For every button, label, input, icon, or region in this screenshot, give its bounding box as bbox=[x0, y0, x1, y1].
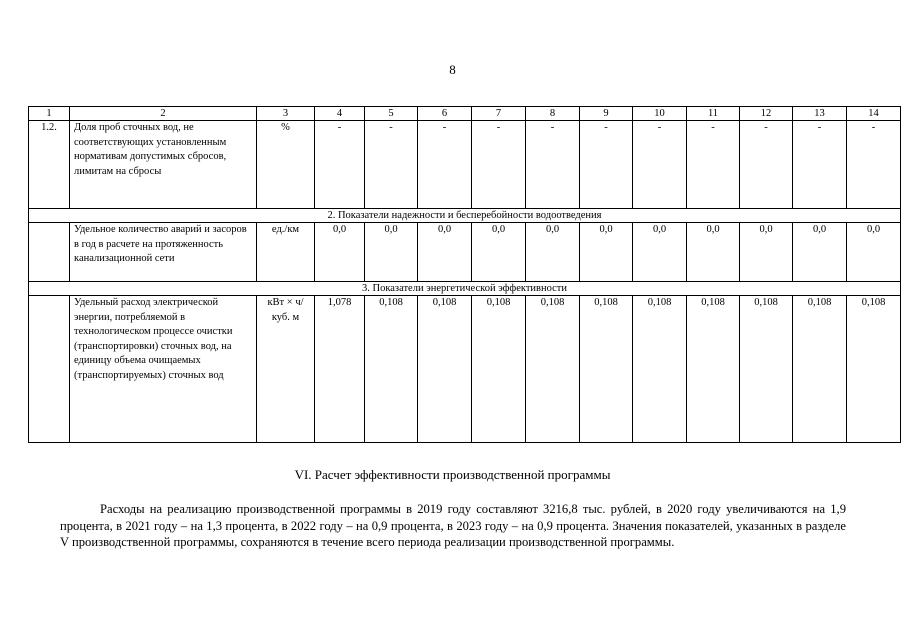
unit-cell: ед./км bbox=[257, 223, 315, 282]
table-row-samples bbox=[29, 121, 901, 209]
section-row bbox=[29, 209, 901, 223]
header-cell: 9 bbox=[580, 107, 633, 121]
row-number bbox=[29, 223, 70, 282]
header-cell: 14 bbox=[847, 107, 901, 121]
value-cell: 0,0 bbox=[472, 223, 526, 282]
page-number: 8 bbox=[449, 62, 456, 77]
value-cell: - bbox=[847, 121, 901, 209]
value-cell: - bbox=[633, 121, 687, 209]
header-cell: 13 bbox=[793, 107, 847, 121]
header-cell: 1 bbox=[29, 107, 70, 121]
value-cell: - bbox=[740, 121, 793, 209]
value-cell: - bbox=[365, 121, 418, 209]
value-cell: 0,0 bbox=[740, 223, 793, 282]
value-cell: 1,078 bbox=[315, 296, 365, 443]
value-cell: 0,0 bbox=[526, 223, 580, 282]
table-header-row bbox=[29, 107, 901, 121]
value-cell: 0,108 bbox=[740, 296, 793, 443]
header-cell: 3 bbox=[257, 107, 315, 121]
indicator-name: Доля проб сточных вод, не соответствующих установленным нормативам допустимых сбросов, лимитам на сбросы bbox=[70, 121, 257, 209]
value-cell: 0,0 bbox=[315, 223, 365, 282]
header-cell: 7 bbox=[472, 107, 526, 121]
value-cell: 0,0 bbox=[847, 223, 901, 282]
header-cell: 6 bbox=[418, 107, 472, 121]
value-cell: - bbox=[687, 121, 740, 209]
indicator-name: Удельное количество аварий и засоров в год в расчете на протяженность канализационной сети bbox=[70, 223, 257, 282]
value-cell: 0,0 bbox=[580, 223, 633, 282]
header-cell: 2 bbox=[70, 107, 257, 121]
header-cell: 4 bbox=[315, 107, 365, 121]
value-cell: 0,0 bbox=[365, 223, 418, 282]
value-cell: 0,0 bbox=[687, 223, 740, 282]
unit-cell: % bbox=[257, 121, 315, 209]
header-cell: 12 bbox=[740, 107, 793, 121]
value-cell: - bbox=[418, 121, 472, 209]
value-cell: 0,108 bbox=[633, 296, 687, 443]
indicators-table bbox=[28, 106, 901, 443]
header-cell: 8 bbox=[526, 107, 580, 121]
header-cell: 10 bbox=[633, 107, 687, 121]
table-row-energy bbox=[29, 296, 901, 443]
value-cell: 0,0 bbox=[418, 223, 472, 282]
value-cell: 0,108 bbox=[687, 296, 740, 443]
value-cell: - bbox=[580, 121, 633, 209]
body-paragraph: Расходы на реализацию производственной программы в 2019 году составляют 3216,8 тыс. рублей, в 2020 году увеличиваются на 1,9 процента, в 2021 году – на 1,3 процента, в 2022 году – на 0,9 процента, в 2023 году – на 0,9 процента. Значения показателей, указанных в разделе V производственной программы, сохраняются в течение всего периода реализации производственной программы. bbox=[60, 502, 846, 549]
header-cell: 11 bbox=[687, 107, 740, 121]
value-cell: - bbox=[793, 121, 847, 209]
indicator-name: Удельный расход электрической энергии, потребляемой в технологическом процессе очистки (транспортировки) сточных вод, на единицу объема очищаемых (транспортируемых) сточных вод bbox=[70, 296, 257, 443]
section-title: VI. Расчет эффективности производственной программы bbox=[294, 467, 611, 482]
value-cell: 0,0 bbox=[793, 223, 847, 282]
value-cell: 0,108 bbox=[365, 296, 418, 443]
value-cell: 0,108 bbox=[418, 296, 472, 443]
section-row bbox=[29, 282, 901, 296]
value-cell: - bbox=[315, 121, 365, 209]
unit-cell: кВт × ч/ куб. м bbox=[257, 296, 315, 443]
value-cell: - bbox=[526, 121, 580, 209]
value-cell: 0,0 bbox=[633, 223, 687, 282]
header-cell: 5 bbox=[365, 107, 418, 121]
value-cell: - bbox=[472, 121, 526, 209]
row-number: 1.2. bbox=[29, 121, 70, 209]
value-cell: 0,108 bbox=[793, 296, 847, 443]
value-cell: 0,108 bbox=[526, 296, 580, 443]
section-heading: 2. Показатели надежности и бесперебойности водоотведения bbox=[29, 209, 901, 223]
section-heading: 3. Показатели энергетической эффективности bbox=[29, 282, 901, 296]
value-cell: 0,108 bbox=[580, 296, 633, 443]
value-cell: 0,108 bbox=[472, 296, 526, 443]
row-number bbox=[29, 296, 70, 443]
table-row-accidents bbox=[29, 223, 901, 282]
value-cell: 0,108 bbox=[847, 296, 901, 443]
